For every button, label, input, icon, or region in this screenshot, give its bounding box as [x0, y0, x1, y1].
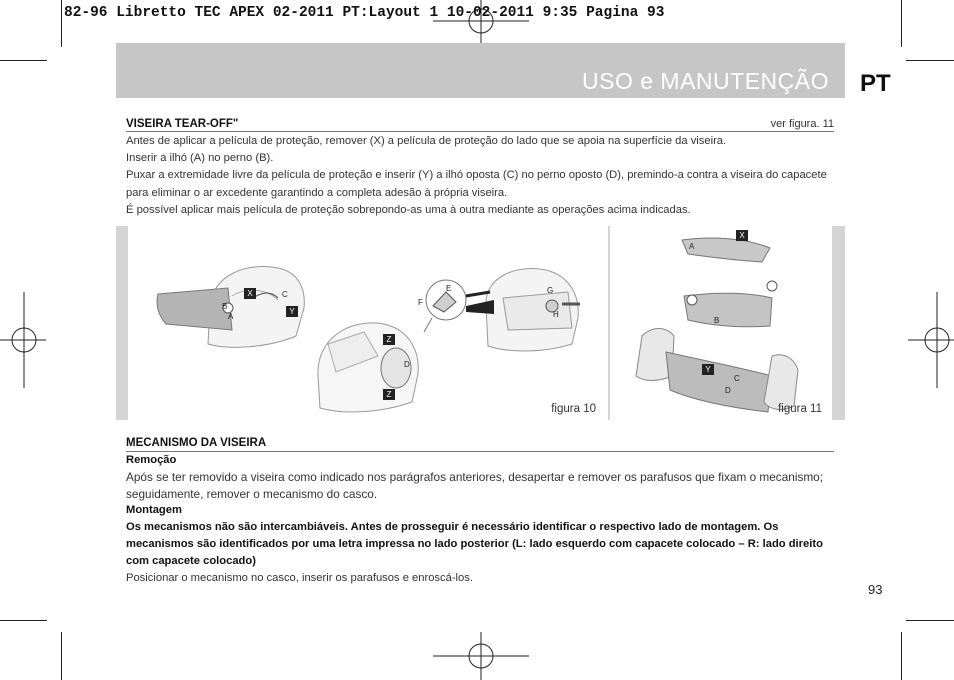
paragraph: É possível aplicar mais película de proteção sobrepondo-as uma à outra mediante as operações acima indicadas.	[126, 203, 691, 216]
paragraph: Posicionar o mecanismo no casco, inserir os parafusos e enroscá-los.	[126, 571, 473, 584]
figure-11-canvas	[622, 226, 832, 420]
label-g: G	[547, 286, 554, 295]
crop-mark	[901, 0, 902, 47]
helmet-illustration	[128, 226, 608, 420]
mechanism-instructions	[126, 452, 836, 586]
banner-title: USO e MANUTENÇÃO	[582, 68, 829, 94]
label-f: F	[418, 298, 423, 307]
divider	[126, 131, 834, 132]
registration-mark-right	[908, 292, 954, 388]
language-code: PT	[860, 70, 891, 97]
crop-mark	[61, 0, 62, 47]
label-x: X	[244, 288, 256, 299]
figure-caption: figura 10	[551, 403, 596, 415]
label-c: C	[282, 290, 288, 299]
label-x: X	[736, 230, 748, 241]
label-e: E	[446, 284, 452, 293]
label-d: D	[725, 386, 731, 395]
crop-mark	[906, 620, 954, 621]
label-b: B	[714, 316, 720, 325]
paragraph: Inserir a ilhó (A) no perno (B).	[126, 152, 274, 165]
label-a: A	[689, 242, 695, 251]
subheading-removal: Remoção	[126, 454, 177, 466]
figure-11	[622, 226, 845, 420]
section-banner	[116, 43, 845, 98]
registration-mark-bottom	[433, 632, 529, 680]
registration-mark-left	[0, 292, 46, 388]
paragraph: Antes de aplicar a película de proteção, remover (X) a película de proteção do lado que se apoia na superfície da viseira.	[126, 135, 727, 147]
figure-10	[116, 226, 610, 420]
label-a: A	[228, 312, 234, 321]
label-y: Y	[286, 306, 298, 317]
paragraph: Após se ter removido a viseira como indicado nos parágrafos anteriores, desapertar e remover os parafusos que fixam o mecanismo; seguidamente, remover o mecanismo do casco.	[126, 469, 824, 501]
tear-off-instructions	[126, 133, 836, 219]
figure-reference: ver figura. 11	[770, 118, 834, 130]
label-z: Z	[383, 334, 395, 345]
label-y: Y	[702, 364, 714, 375]
figure-10-canvas	[128, 226, 608, 420]
label-d: D	[404, 360, 410, 369]
label-z: Z	[383, 389, 395, 400]
section-heading-visor-mechanism: MECANISMO DA VISEIRA	[126, 437, 267, 449]
paragraph: Puxar a extremidade livre da película de proteção e inserir (Y) a ilhó oposta (C) no perno oposto (D), premindo-a contra a viseira do capacete para eliminar o ar excedente garantindo a completa adesão à própria viseira.	[126, 169, 827, 199]
page-number: 93	[868, 582, 883, 597]
crop-mark	[901, 632, 902, 680]
figure-caption: figura 11	[778, 403, 822, 415]
label-h: H	[553, 310, 559, 319]
crop-mark	[0, 60, 47, 61]
mounting-warning: Os mecanismos não são intercambiáveis. Antes de prosseguir é necessário identificar o respectivo lado de montagem. Os mecanismos são identificados por uma letra impressa no lado posterior (L: lado esquerdo com capacete colocado – R: lado direito com capacete colocado)	[126, 521, 823, 567]
subheading-mounting: Montagem	[126, 504, 182, 517]
label-c: C	[734, 374, 740, 383]
crop-mark	[906, 60, 954, 61]
crop-mark	[61, 632, 62, 680]
label-b: B	[222, 302, 228, 311]
crop-mark	[0, 620, 47, 621]
section-heading-tear-off: VISEIRA TEAR-OFF"	[126, 118, 239, 130]
print-slug: 82-96 Libretto TEC APEX 02-2011 PT:Layout 1 10-02-2011 9:35 Pagina 93	[64, 5, 665, 21]
